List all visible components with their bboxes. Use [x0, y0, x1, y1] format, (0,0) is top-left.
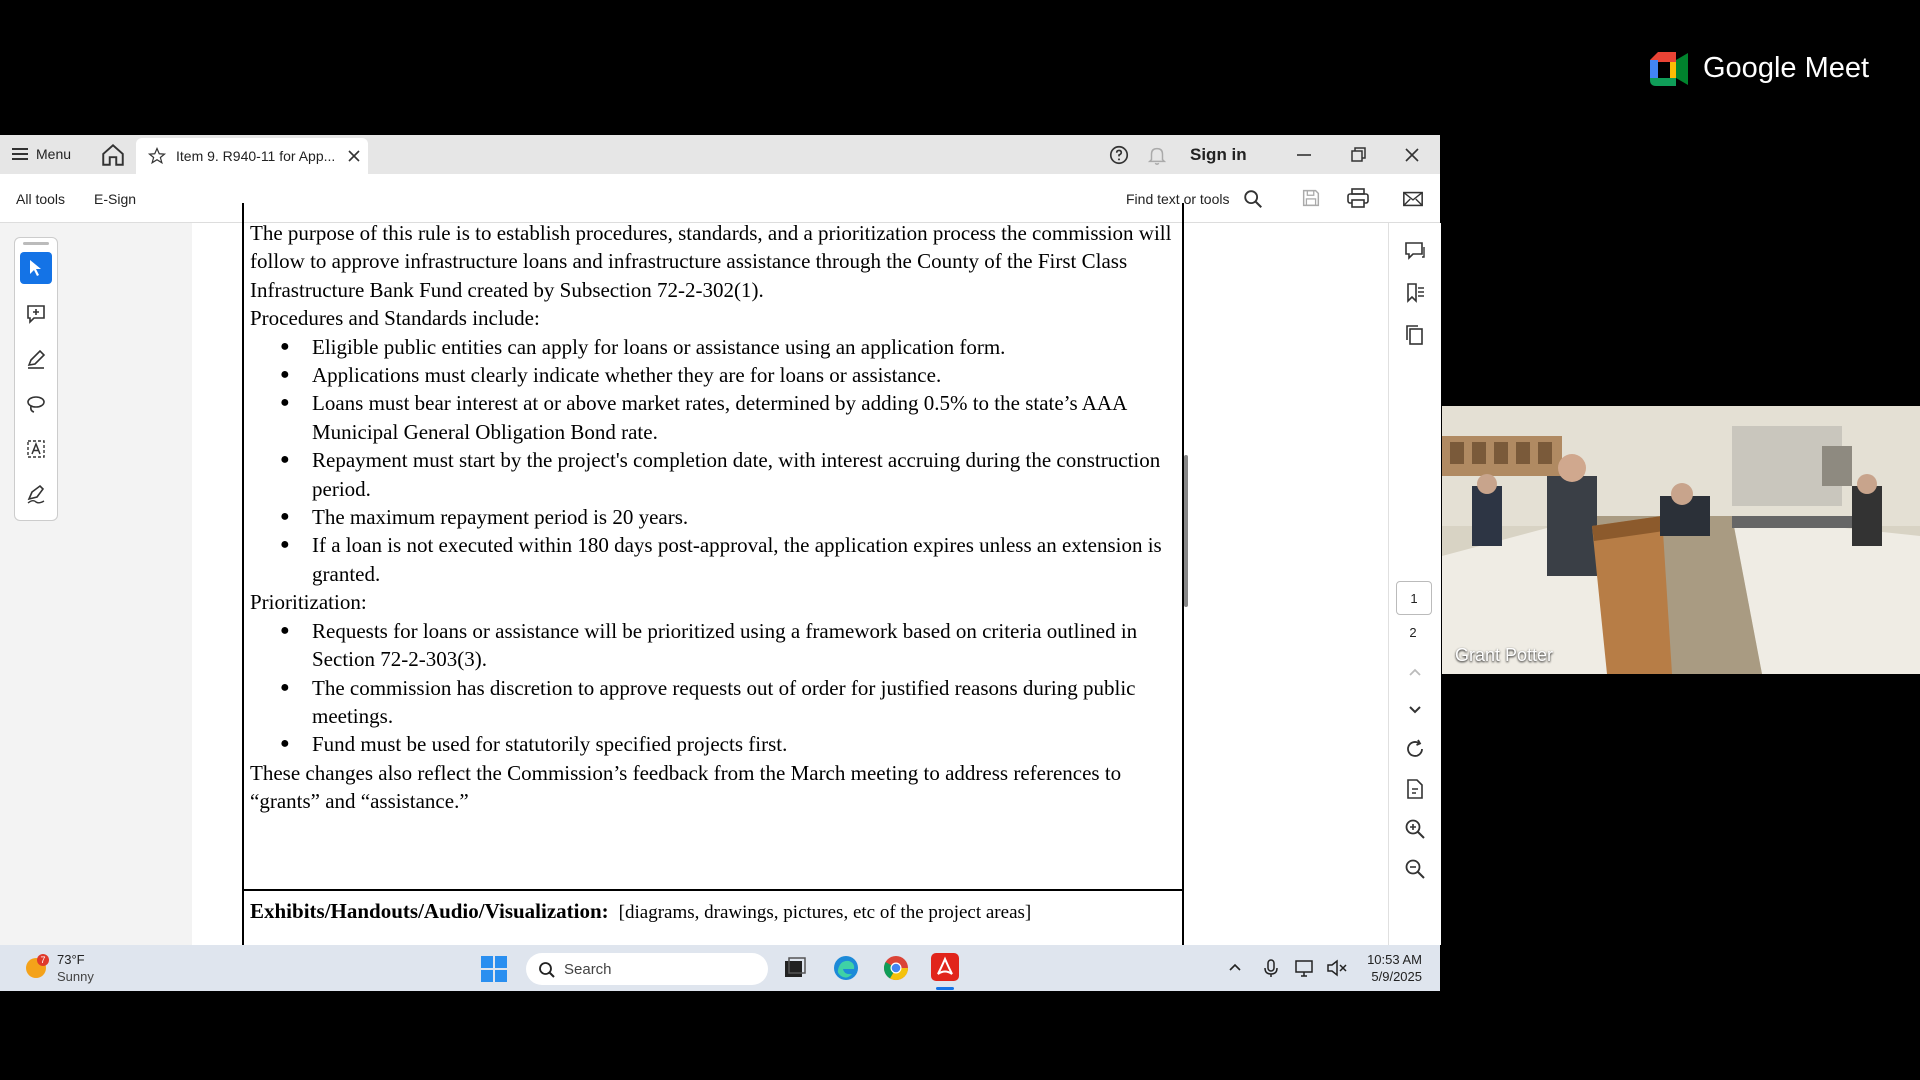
prioritization-list: [250, 617, 1180, 759]
bell-icon[interactable]: [1146, 144, 1168, 166]
document-info-icon[interactable]: [1403, 777, 1427, 801]
lasso-icon: [25, 393, 47, 415]
weather-temperature[interactable]: 73°F: [57, 952, 85, 967]
find-text-input[interactable]: Find text or tools: [1126, 191, 1230, 207]
list-item: ● Requests for loans or assistance will be prioritized using a framework based on criteria outlined in Section 72-2-303(3).: [250, 617, 1180, 674]
weather-condition: Sunny: [57, 969, 94, 984]
home-icon[interactable]: [100, 142, 126, 168]
search-icon[interactable]: [1242, 188, 1264, 210]
volume-muted-icon[interactable]: [1326, 958, 1348, 978]
search-icon: [538, 961, 556, 979]
list-item: ● Loans must bear interest at or above market rates, determined by adding 0.5% to the state’s AAA Municipal General Obligation Bond rate.: [250, 389, 1180, 446]
all-tools-button[interactable]: All tools: [16, 191, 66, 207]
chrome-icon[interactable]: [882, 954, 910, 982]
weather-badge: 7: [40, 955, 46, 965]
minimize-icon[interactable]: [1292, 143, 1316, 167]
list-item: ● Eligible public entities can apply for loans or assistance using an application form.: [250, 333, 1180, 361]
pen-icon: [25, 348, 47, 370]
signature-icon: [25, 483, 47, 505]
windows-taskbar: [0, 945, 1440, 991]
search-label: Search: [564, 961, 612, 978]
right-rail: [1388, 223, 1441, 945]
list-item: ● The commission has discretion to approve requests out of order for justified reasons during public meetings.: [250, 674, 1180, 731]
microphone-icon[interactable]: [1262, 958, 1280, 978]
procedures-list: [250, 333, 1180, 589]
scrollbar-thumb[interactable]: [1184, 455, 1188, 607]
taskbar-search[interactable]: [526, 953, 768, 985]
acrobat-icon[interactable]: [930, 952, 960, 982]
page-number-current[interactable]: 1: [1396, 581, 1432, 615]
refresh-icon[interactable]: [1403, 737, 1427, 761]
close-icon[interactable]: [346, 148, 362, 164]
procedures-heading: Procedures and Standards include:: [250, 306, 540, 331]
comments-icon[interactable]: [1403, 239, 1427, 263]
closing-paragraph: These changes also reflect the Commission’s feedback from the March meeting to address references to “grants” and “assistance.”: [250, 760, 1122, 814]
menu-label: Menu: [36, 146, 72, 162]
clock-time[interactable]: 10:53 AM: [1367, 952, 1422, 967]
save-icon[interactable]: [1300, 187, 1322, 209]
left-tool-panel: [0, 223, 192, 945]
pdf-page: [192, 223, 1246, 945]
sign-in-button[interactable]: Sign in: [1190, 145, 1247, 164]
document-body: [250, 219, 1180, 816]
cursor-icon: [27, 258, 45, 278]
quick-tools-rail: [14, 237, 58, 521]
shared-screen: [0, 135, 1440, 984]
exhibits-detail: [diagrams, drawings, pictures, etc of the project areas]: [618, 902, 1032, 923]
chevron-up-icon[interactable]: [1226, 959, 1244, 977]
document-viewport[interactable]: [192, 223, 1246, 945]
add-comment-button[interactable]: [20, 298, 52, 330]
edge-icon[interactable]: [832, 954, 860, 982]
list-item: ● Applications must clearly indicate whether they are for loans or assistance.: [250, 361, 1180, 389]
list-item: ● The maximum repayment period is 20 years.: [250, 503, 1180, 531]
select-tool-button[interactable]: [20, 252, 52, 284]
text-box-icon: [25, 438, 47, 460]
sun-icon[interactable]: [22, 953, 50, 981]
chevron-up-icon[interactable]: [1403, 661, 1427, 685]
hamburger-icon: [12, 147, 28, 161]
zoom-out-icon[interactable]: [1403, 857, 1427, 881]
pages-icon[interactable]: [1403, 323, 1427, 347]
list-item: ● If a loan is not executed within 180 days post-approval, the application expires unless an extension is granted.: [250, 531, 1180, 588]
menu-button[interactable]: [12, 143, 71, 165]
meet-title: Google Meet: [1703, 52, 1870, 84]
list-item: ● Fund must be used for statutorily specified projects first.: [250, 730, 1180, 758]
chevron-down-icon[interactable]: [1403, 697, 1427, 721]
windows-start-icon[interactable]: [480, 955, 508, 983]
clock-date[interactable]: 5/9/2025: [1371, 969, 1422, 984]
network-icon[interactable]: [1294, 958, 1316, 978]
star-icon[interactable]: [148, 147, 166, 165]
active-app-indicator: [936, 987, 954, 990]
task-view-icon[interactable]: [782, 955, 808, 981]
zoom-in-icon[interactable]: [1403, 817, 1427, 841]
sign-tool-button[interactable]: [20, 478, 52, 510]
rail-grip[interactable]: [23, 242, 49, 245]
bookmarks-icon[interactable]: [1403, 281, 1427, 305]
draw-tool-button[interactable]: [20, 388, 52, 420]
tab-document[interactable]: [136, 138, 368, 174]
intro-paragraph: The purpose of this rule is to establish procedures, standards, and a prioritization process the commission will follow to approve infrastructure loans and infrastructure assistance through the County of the First Class Infrastructure Bank Fund created by Subsection 72-2-302(1).: [250, 221, 1172, 302]
video-frame: [1442, 406, 1920, 674]
participant-name: Grant Potter: [1455, 645, 1554, 665]
print-icon[interactable]: [1346, 187, 1370, 209]
highlight-tool-button[interactable]: [20, 343, 52, 375]
text-recognition-button[interactable]: [20, 433, 52, 465]
participant-video-tile[interactable]: [1442, 406, 1920, 674]
comment-add-icon: [25, 303, 47, 325]
tab-title: Item 9. R940-11 for App...: [176, 148, 336, 164]
google-meet-logo-icon: [1650, 52, 1690, 86]
help-icon[interactable]: [1108, 144, 1130, 166]
exhibits-label: Exhibits/Handouts/Audio/Visualization:: [250, 899, 609, 923]
esign-button[interactable]: E-Sign: [94, 191, 137, 207]
prioritization-heading: Prioritization:: [250, 590, 367, 615]
restore-icon[interactable]: [1346, 143, 1370, 167]
page-number-next[interactable]: 2: [1409, 624, 1417, 640]
list-item: ● Repayment must start by the project's completion date, with interest accruing during the construction period.: [250, 446, 1180, 503]
tab-bar: [0, 135, 1440, 174]
window-close-icon[interactable]: [1400, 143, 1424, 167]
exhibits-row: [250, 899, 1031, 924]
mail-icon[interactable]: [1402, 188, 1424, 210]
